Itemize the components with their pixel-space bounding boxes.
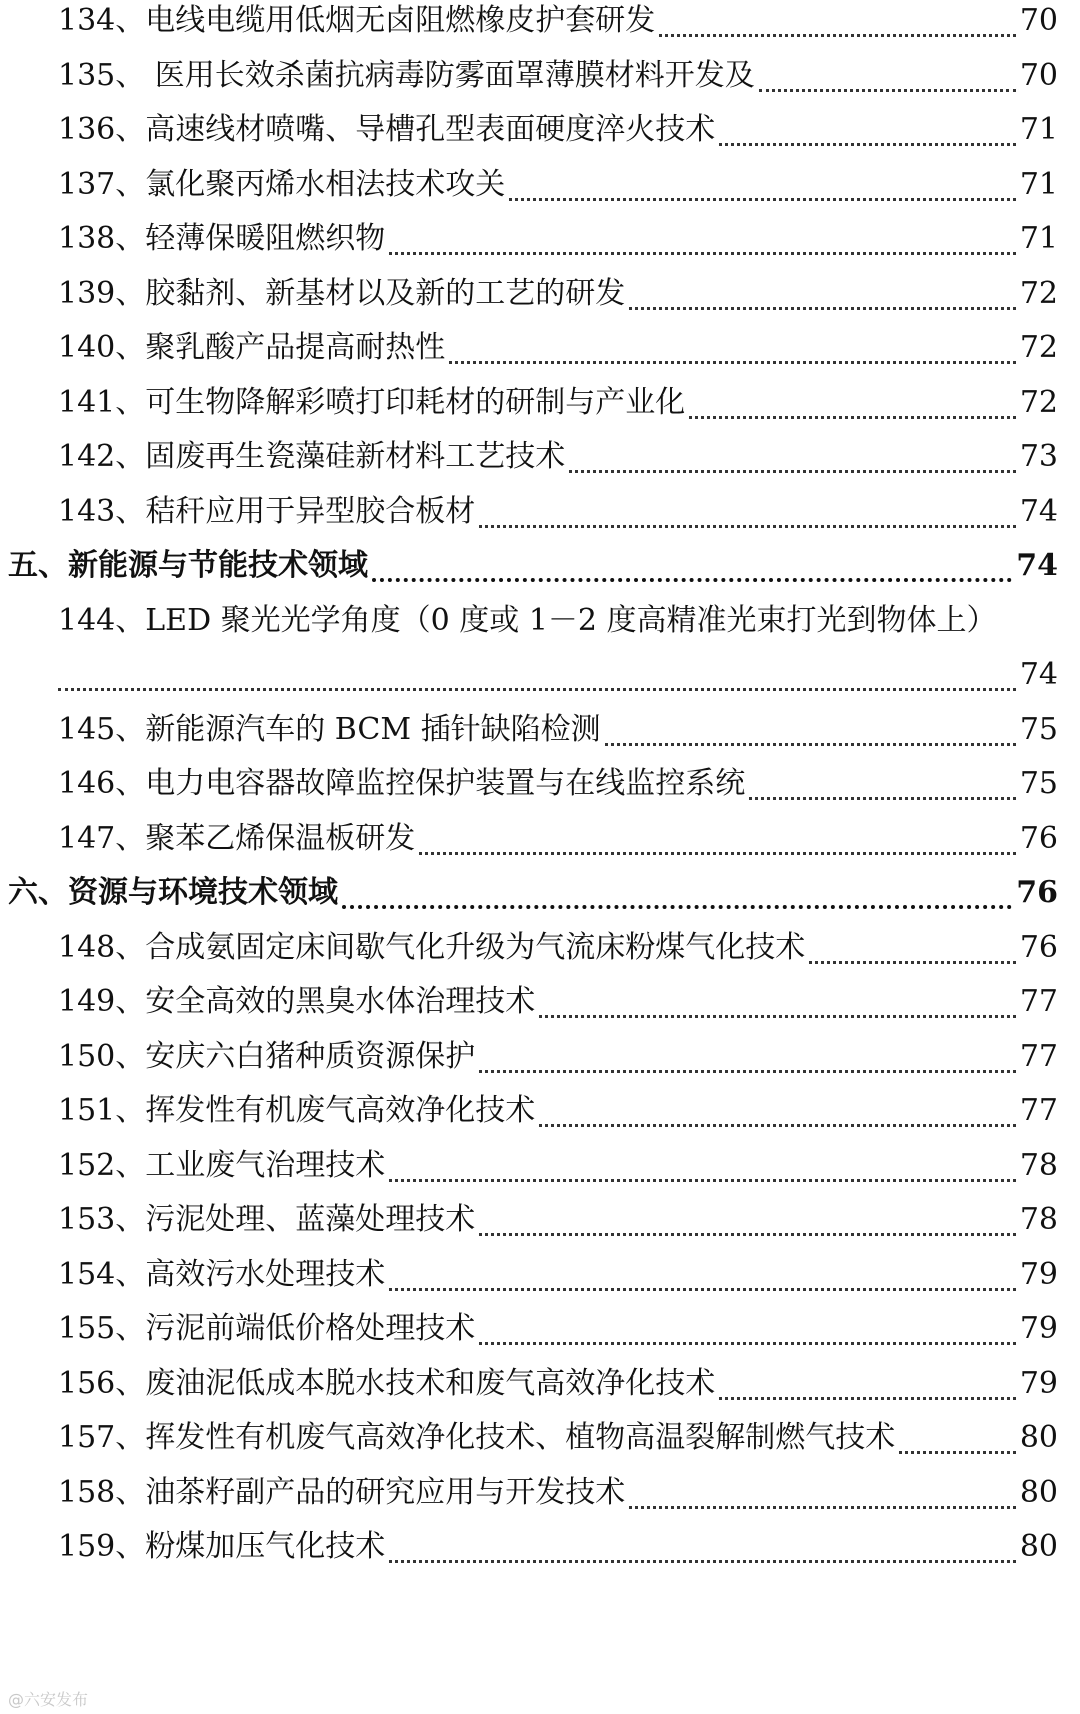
toc-page-number: 77 [1019,1039,1058,1074]
toc-entry[interactable] [0,1522,1080,1572]
toc-entry-title: 143、秸秆应用于异型胶合板材 [58,494,476,529]
toc-page-number: 79 [1019,1311,1058,1346]
toc-entry[interactable] [0,1250,1080,1300]
toc-entry[interactable] [0,432,1080,482]
toc-entry-title: 150、安庆六白猪种质资源保护 [58,1039,476,1074]
toc-entry[interactable] [0,705,1080,755]
toc-page-number: 80 [1019,1420,1058,1455]
toc-page-number: 79 [1019,1257,1058,1292]
dot-leader [719,1397,1016,1400]
toc-entry[interactable] [0,814,1080,864]
toc-section-heading[interactable] [0,541,1080,591]
dot-leader [58,688,1016,691]
toc-entry[interactable] [0,923,1080,973]
toc-entry[interactable] [0,214,1080,264]
toc-entry[interactable] [0,105,1080,155]
dot-leader [629,307,1016,310]
dot-leader [749,797,1016,800]
toc-page-number: 74 [1019,657,1058,692]
toc-entry[interactable] [0,1468,1080,1518]
toc-page-number: 74 [1016,548,1058,583]
toc-entry-title: 142、固废再生瓷藻硅新材料工艺技术 [58,439,566,474]
dot-leader [759,89,1016,92]
dot-leader [539,1015,1016,1018]
dot-leader [689,416,1016,419]
dot-leader [389,252,1016,255]
toc-entry-title: 134、电线电缆用低烟无卤阻燃橡皮护套研发 [58,3,656,38]
dot-leader [899,1451,1016,1454]
dot-leader [479,525,1016,528]
toc-entry[interactable] [0,160,1080,210]
toc-entry-continuation[interactable] [0,650,1080,700]
toc-page-number: 78 [1019,1202,1058,1237]
toc-entry[interactable] [0,269,1080,319]
toc-page-number: 77 [1019,1093,1058,1128]
toc-entry[interactable] [0,977,1080,1027]
toc-entry[interactable] [0,323,1080,373]
toc-page-number: 72 [1019,385,1058,420]
toc-entry-title: 158、油茶籽副产品的研究应用与开发技术 [58,1475,626,1510]
toc-entry[interactable] [0,1359,1080,1409]
toc-entry-title: 147、聚苯乙烯保温板研发 [58,821,416,856]
toc-entry[interactable] [0,0,1080,46]
dot-leader [509,198,1016,201]
toc-entry-title: 157、挥发性有机废气高效净化技术、植物高温裂解制燃气技术 [58,1420,896,1455]
toc-entry-title: 155、污泥前端低价格处理技术 [58,1311,476,1346]
toc-page-number: 71 [1019,167,1058,202]
toc-entry-title: 140、聚乳酸产品提高耐热性 [58,330,446,365]
dot-leader [569,470,1016,473]
toc-page-number: 80 [1019,1529,1058,1564]
toc-page-number: 70 [1019,58,1058,93]
toc-entry[interactable] [0,1195,1080,1245]
toc-entry-title: 137、氯化聚丙烯水相法技术攻关 [58,167,506,202]
toc-entry[interactable] [0,1413,1080,1463]
toc-section-title: 五、新能源与节能技术领域 [8,548,368,583]
toc-entry[interactable] [0,1304,1080,1354]
toc-entry-title: 135、 医用长效杀菌抗病毒防雾面罩薄膜材料开发及 [58,58,755,93]
toc-entry-title: 156、废油泥低成本脱水技术和废气高效净化技术 [58,1366,716,1401]
toc-page-number: 75 [1019,712,1058,747]
toc-entry-title: 148、合成氨固定床间歇气化升级为气流床粉煤气化技术 [58,930,806,965]
toc-entry-title: 154、高效污水处理技术 [58,1257,386,1292]
dot-leader [389,1288,1016,1291]
dot-leader [629,1506,1016,1509]
toc-entry-title: 144、LED 聚光光学角度（0 度或 1－2 度高精准光束打光到物体上） [58,603,997,638]
dot-leader [539,1124,1016,1127]
toc-page-number: 77 [1019,984,1058,1019]
toc-page-number: 76 [1019,930,1058,965]
dot-leader [449,361,1016,364]
toc-entry-title: 153、污泥处理、蓝藻处理技术 [58,1202,476,1237]
toc-entry[interactable] [0,759,1080,809]
dot-leader [479,1070,1016,1073]
toc-page-number: 74 [1019,494,1058,529]
toc-entry-title: 141、可生物降解彩喷打印耗材的研制与产业化 [58,385,686,420]
toc-page-number: 78 [1019,1148,1058,1183]
dot-leader [719,143,1016,146]
toc-entry[interactable] [0,51,1080,101]
toc-section-heading[interactable] [0,868,1080,918]
toc-entry-title: 149、安全高效的黑臭水体治理技术 [58,984,536,1019]
toc-entry[interactable] [0,1086,1080,1136]
toc-page-number: 72 [1019,330,1058,365]
toc-entry-title: 145、新能源汽车的 BCM 插针缺陷检测 [58,712,601,747]
toc-page-number: 70 [1019,3,1058,38]
dot-leader [479,1233,1016,1236]
toc-page-number: 73 [1019,439,1058,474]
toc-entry-title: 138、轻薄保暖阻燃织物 [58,221,386,256]
dot-leader [419,852,1016,855]
toc-entry-title: 136、高速线材喷嘴、导槽孔型表面硬度淬火技术 [58,112,716,147]
toc-page-number: 79 [1019,1366,1058,1401]
dot-leader [342,905,1012,909]
dot-leader [372,578,1012,582]
toc-entry[interactable] [0,596,1080,646]
toc-entry[interactable] [0,487,1080,537]
toc-page-number: 71 [1019,112,1058,147]
toc-page-number: 71 [1019,221,1058,256]
toc-page-number: 75 [1019,766,1058,801]
toc-entry[interactable] [0,378,1080,428]
toc-entry[interactable] [0,1032,1080,1082]
toc-entry-title: 159、粉煤加压气化技术 [58,1529,386,1564]
toc-entry-title: 151、挥发性有机废气高效净化技术 [58,1093,536,1128]
watermark: @六安发布 [8,1690,89,1709]
toc-entry-title: 139、胶黏剂、新基材以及新的工艺的研发 [58,276,626,311]
toc-page-number: 76 [1016,875,1058,910]
dot-leader [809,961,1016,964]
dot-leader [389,1179,1016,1182]
toc-page-number: 72 [1019,276,1058,311]
toc-entry-title: 152、工业废气治理技术 [58,1148,386,1183]
toc-entry[interactable] [0,1141,1080,1191]
toc-section-title: 六、资源与环境技术领域 [8,875,338,910]
toc-entry-title: 146、电力电容器故障监控保护装置与在线监控系统 [58,766,746,801]
dot-leader [479,1342,1016,1345]
dot-leader [659,34,1016,37]
dot-leader [605,743,1016,746]
dot-leader [389,1560,1016,1563]
toc-page-number: 80 [1019,1475,1058,1510]
toc-page-number: 76 [1019,821,1058,856]
